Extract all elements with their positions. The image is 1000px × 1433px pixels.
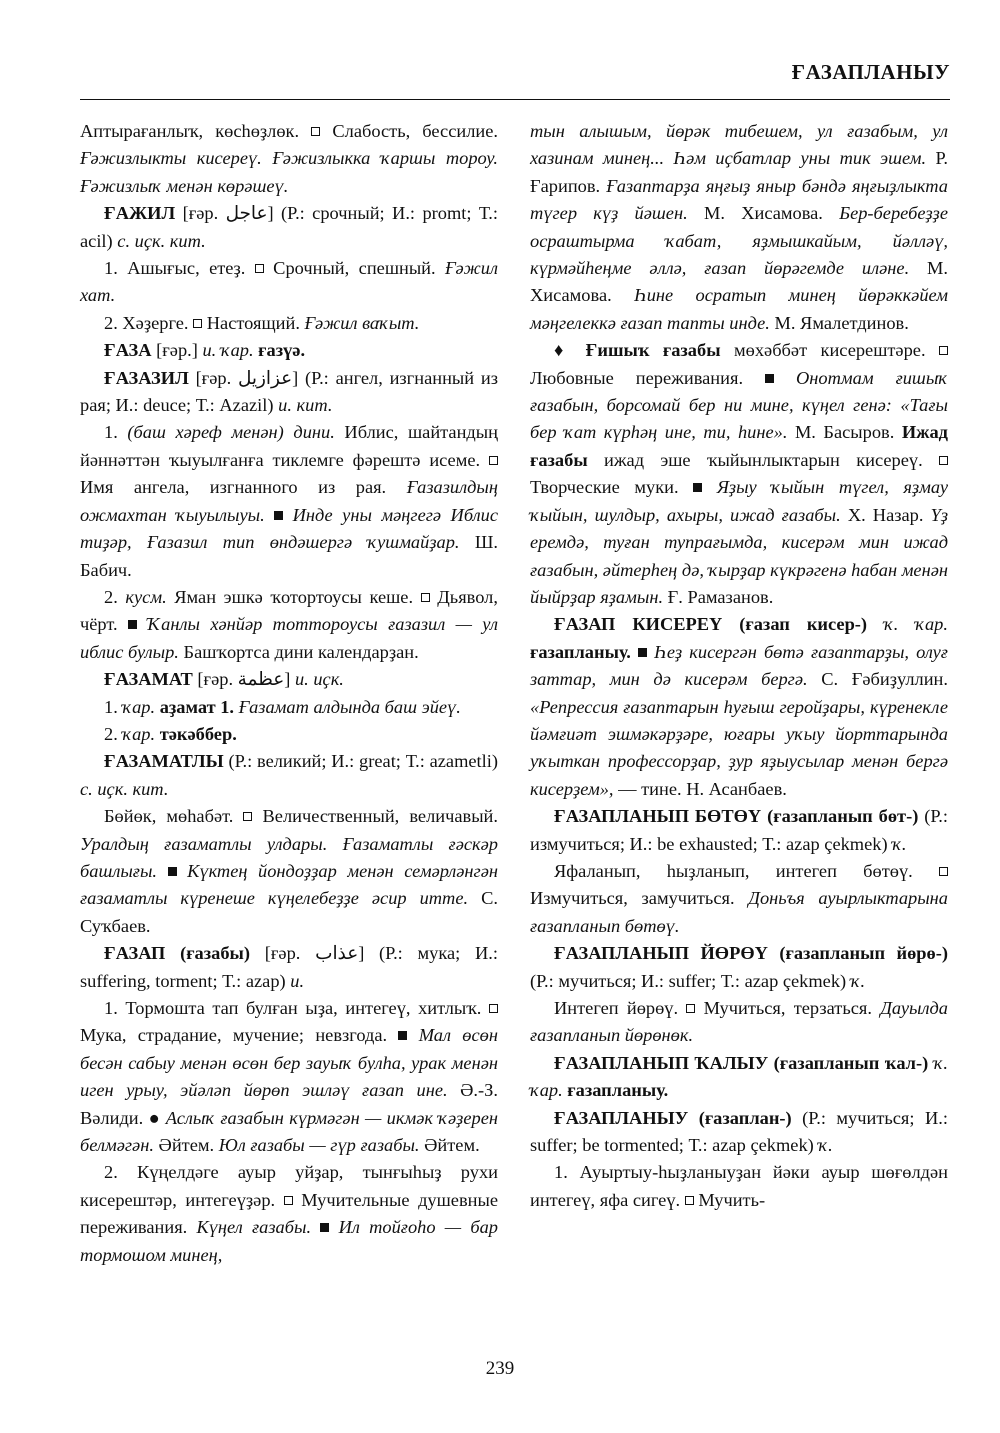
right-column: [530, 118, 948, 1214]
phrase-diamond-icon: ♦: [554, 340, 573, 361]
headword: ҒАЗАЗИЛ: [104, 367, 189, 388]
sense: 1. Тормошта тап булған ыҙа, интегеү, хитлыҡ. Мука, страдание, мучение; невзгода. Мал өсөн бесән сабыу менән өсөн бер зауыҡ булһа, урак менән иген урыу, эйәләп йөрөп эшләү ғазап ине. Ә.-З. Вәлиди. ● Аслыҡ ғазабын күрмәгән — икмәк ҡәҙерен белмәгән. Әйтем. Юл ғазабы — гүр ғазабы. Әйтем.: [80, 998, 498, 1156]
sense: Яфаланып, һыҙланып, интегеп бөтөү. Измучиться, замучиться. Доньъя ауырлыктарына ғазапланып бөтөү.: [530, 860, 948, 936]
russian-marker-icon: [939, 456, 948, 465]
headword: ҒАЗАПЛАНЫУ: [554, 1107, 689, 1128]
dictionary-entry: ҒАЖИЛ [ғәр. عاجل] (Р.: срочный; И.: promt; Т.: acil) с. иҫк. кит.: [80, 203, 498, 251]
dictionary-entry: ҒАЗАМАТ [ғәр. عظمة] и. иҫк.: [104, 669, 344, 690]
quote-marker-icon: [168, 867, 177, 876]
sense: 1. (баш хәреф менән) дини. Иблис, шайтандың йәннәттән ҡыуылғанға тиклемге фәрештә исеме. Имя ангела, изгнанного из рая. Ғазазилдың ожмахтан ҡыуылыуы. Инде уны мәңгегә Иблис тиҙәр, Ғазазил тип өндәшергә ҡушмайҙар. Ш. Бабич.: [80, 422, 498, 580]
dictionary-entry: ҒАЗАП КИСЕРЕҮ (ғазап кисер-) ҡ. ҡар. ғазапланыу. Һеҙ кисергән бөтә ғазаптарҙы, олуғ заттар, мин дә кисерәм бергә. С. Ғәбиҙуллин. «Репрессия ғазаптарын һуғыш геройҙары, күренекле йәмғиәт эшмәкәрҙәре, юғары уҡыу йорттарында уҡыткан профессорҙар, ҙур яҙыусылар менән бергә кисерҙем», — тине. Н. Асанбаев.: [530, 614, 948, 799]
dictionary-entry: ҒАЗАПЛАНЫП ҠАЛЫУ (ғазапланып ҡал-) ҡ. ҡар. ғазапланыу.: [530, 1052, 948, 1101]
russian-marker-icon: [284, 1196, 293, 1205]
dictionary-entry: ҒАЗАПЛАНЫП ЙӨРӨҮ (ғазапланып йөрө-) (Р.: мучиться; И.: suffer; Т.: azap çekmek) ҡ.: [530, 943, 948, 991]
entry-continuation: тын алышым, йөрәк тибешем, ул ғазабым, ул хазинам минең... Һәм иҫбатлар уны тик эшем. Р. Ғарипов. Ғазаптарҙа яңғыҙ яныр бәндә яңғыҙлыкта түгер күҙ йәшен. М. Хисамова. Бер-беребеҙҙе осраштырма ҡабат, яҙмышкайым, йәлләү, күрмәйһеңме әллә, ғазап йөрәгемде иләне. М. Хисамова. Һине осратып минең йөрәккәйем мәңгелеккә ғазап тапты инде. М. Ямалетдинов.: [530, 121, 948, 333]
sense: Интегеп йөрөү. Мучиться, терзаться. Дауылда ғазапланып йөрөнөк.: [530, 998, 948, 1046]
phrase-entry: ♦ Ғишыҡ ғазабы мөхәббәт кисерештәре. Любовные переживания. Онотмам ғишыҡ ғазабын, борсомай бер ни мине, күңел генә: «Тағы бер ҡат күрһәң ине, ти, һине». М. Басыров. Ижад ғазабы ижад эше ҡыйынлыктарын кисереү. Творческие муки. Яҙыу ҡыйын түгел, яҙмау ҡыйын, шулдыр, ахыры, ижад ғазабы. Х. Назар. Үҙ еремдә, туған тупрағымда, кисерәм мин ижад ғазабын, әйтерһең дә, ҡырҙар күкрәгенә һабан менән йыйрҙар яҙамын. Ғ. Рамазанов.: [530, 340, 948, 607]
quote-marker-icon: [638, 648, 647, 657]
sense: 2. ҡар. тәкәббер.: [104, 723, 237, 744]
headword: ҒАЗА: [104, 340, 152, 361]
header-rule: [80, 99, 950, 100]
sense: 2. Хәҙерге. Настоящий. Ғәжил ваҡыт.: [104, 312, 420, 333]
page-number: 239: [485, 1358, 515, 1379]
russian-marker-icon: [939, 867, 948, 876]
quote-marker-icon: [128, 620, 137, 629]
headword: ҒАЗАП КИСЕРЕҮ: [554, 614, 723, 635]
russian-marker-icon: [685, 1196, 694, 1205]
sense: 2. кусм. Яман эшкә ҡотортоусы кеше. Дьявол, чёрт. Ҡанлы хәнйәр тоттороусы ғазазил — ул иблис булыр. Башҡортса дини календарҙан.: [80, 586, 498, 662]
sense: 1. ҡар. аҙамат 1. Ғазамат алдында баш эйеү.: [104, 696, 461, 717]
russian-marker-icon: [939, 346, 948, 355]
headword: ҒАЗАПЛАНЫП ҠАЛЫУ: [554, 1052, 769, 1073]
dictionary-entry: ҒАЗАПЛАНЫУ (ғазаплан-) (Р.: мучиться; И.: suffer; be tormented; Т.: azap çekmek) ҡ.: [530, 1107, 948, 1156]
dictionary-entry: ҒАЗАП (ғазабы) [ғәр. عذاب] (Р.: мука; И.: suffering, torment; Т.: azap) и.: [80, 943, 498, 991]
headword: ҒАЗАПЛАНЫП ЙӨРӨҮ: [554, 943, 768, 964]
russian-marker-icon: [686, 1004, 695, 1013]
headword: ҒАЗАП (ғазабы): [104, 943, 251, 964]
quote-marker-icon: [693, 483, 702, 492]
proverb-bullet-icon: ●: [148, 1107, 161, 1128]
dictionary-entry: ҒАЗАЗИЛ [ғәр. عزازيل] (Р.: ангел, изгнанный из рая; И.: deuce; Т.: Azazil) и. кит.: [80, 367, 498, 416]
quote-marker-icon: [765, 374, 774, 383]
headword: ҒАЗАМАТЛЫ: [104, 751, 224, 772]
page-header: [80, 58, 950, 100]
russian-marker-icon: [243, 812, 252, 821]
russian-marker-icon: [421, 593, 430, 602]
sense: 1. Ашығыс, етеҙ. Срочный, спешный. Ғәжил хат.: [80, 258, 498, 306]
headword: ҒАЖИЛ: [104, 203, 176, 224]
russian-marker-icon: [255, 264, 264, 273]
left-column: [80, 118, 498, 1269]
dictionary-entry: ҒАЗАМАТЛЫ (Р.: великий; И.: great; Т.: azametli) с. иҫк. кит.: [80, 751, 498, 799]
sense: Бөйөк, мөһабәт. Величественный, величавый. Уралдың ғазаматлы улдары. Ғазаматлы ғәскәр башлығы. Күктең йондоҙҙар менән семәрләнгән ғазаматлы күренеше күңелебеҙҙе әсир итте. С. Суҡбаев.: [80, 806, 498, 936]
sense: 2. Күңелдәге ауыр уйҙар, тынғыһыҙ рухи кисерештәр, интегеүҙәр. Мучительные душевные переживания. Күңел ғазабы. Ил тойғоһо — бар тормошом минең,: [80, 1162, 498, 1265]
dictionary-entry: ҒАЗАПЛАНЫП БӨТӨҮ (ғазапланып бөт-) (Р.: измучиться; И.: be exhausted; Т.: azap çekmek) ҡ.: [530, 806, 948, 854]
quote-marker-icon: [398, 1031, 407, 1040]
headword: ҒАЗАМАТ: [104, 669, 193, 690]
sense: 1. Ауыртыу-һыҙланыуҙан йәки ауыр шөғөлдән интегеү, яфа сигеү. Мучить-: [530, 1162, 948, 1210]
headword: ҒАЗАПЛАНЫП БӨТӨҮ: [554, 806, 762, 827]
dictionary-entry: ҒАЗА [ғәр.] и. ҡар. ғазүә.: [104, 340, 306, 361]
quote-marker-icon: [320, 1223, 329, 1232]
russian-marker-icon: [311, 127, 320, 136]
quote-marker-icon: [274, 511, 283, 520]
entry-continuation: Аптырағанлыҡ, көсһөҙлөк. Слабость, бессилие. Ғәжизлыкты кисереү. Ғәжизлыкка ҡаршы тороу. Ғәжизлыҡ менән көрәшеү.: [80, 121, 498, 196]
russian-marker-icon: [489, 456, 498, 465]
russian-marker-icon: [489, 1004, 498, 1013]
russian-marker-icon: [193, 319, 202, 328]
running-head: ҒАЗАПЛАНЫУ: [791, 60, 950, 84]
